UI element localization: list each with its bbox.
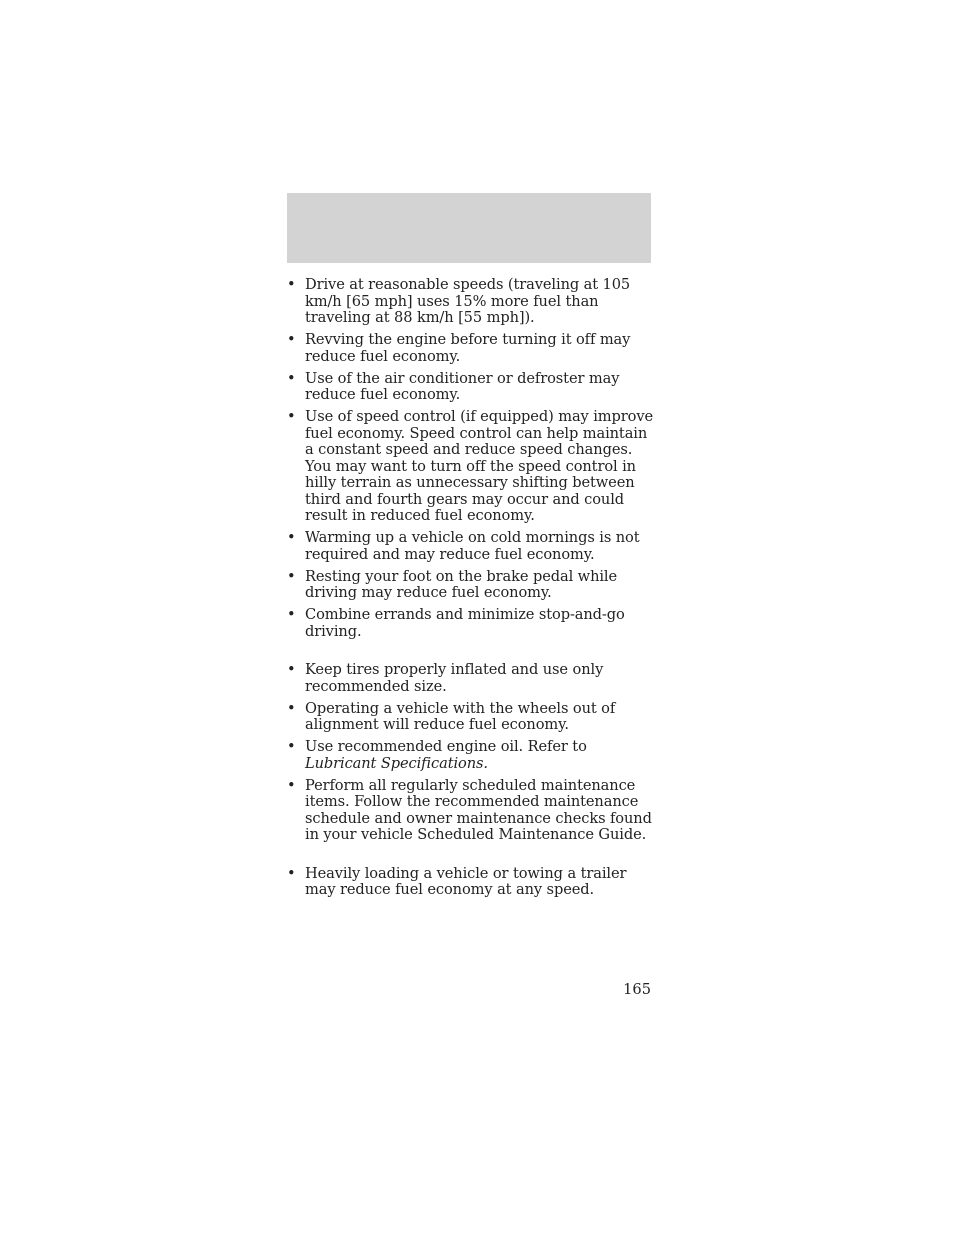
list-item xyxy=(287,662,657,695)
list-item-text: Use of the air conditioner or defroster may reduce fuel economy. xyxy=(305,369,620,403)
bullet-icon: • xyxy=(287,776,296,794)
bullet-icon: • xyxy=(287,369,296,387)
bullet-icon: • xyxy=(287,567,296,585)
page-number: 165 xyxy=(623,981,651,998)
page-content xyxy=(287,277,657,904)
list-item-text: Operating a vehicle with the wheels out of alignment will reduce fuel economy. xyxy=(305,699,616,733)
reference-period: . xyxy=(483,754,488,772)
list-item xyxy=(287,569,657,602)
bullet-icon: • xyxy=(287,699,296,717)
bullet-icon: • xyxy=(287,738,296,755)
bullet-icon: • xyxy=(287,661,296,678)
list-item xyxy=(287,778,657,844)
list-item xyxy=(287,607,657,640)
list-item xyxy=(287,866,657,899)
list-item-text: Drive at reasonable speeds (traveling at 105 km/h [65 mph] uses 15% more fuel than traveling at 88 km/h [55 mph]). xyxy=(305,276,631,326)
list-item xyxy=(287,332,657,365)
bullet-icon: • xyxy=(287,331,296,348)
list-item-text: Resting your foot on the brake pedal while driving may reduce fuel economy. xyxy=(305,567,618,601)
bullet-icon: • xyxy=(287,408,296,425)
maintenance-list xyxy=(287,662,657,844)
list-item-text: Use of speed control (if equipped) may improve fuel economy. Speed control can help maintain a constant speed and reduce speed changes. You may want to turn off the speed control in hilly terrain as unnecessary shifting between third and fourth gears may occur and could result in reduced fuel economy. xyxy=(305,408,654,524)
list-item xyxy=(287,371,657,404)
list-item xyxy=(287,409,657,525)
list-item xyxy=(287,739,657,772)
loading-list xyxy=(287,866,657,899)
list-item xyxy=(287,277,657,327)
list-item-text: Keep tires properly inflated and use only recommended size. xyxy=(305,661,604,695)
list-item xyxy=(287,701,657,734)
driving-habits-list xyxy=(287,277,657,640)
lubricant-specifications-reference: Lubricant Specifications xyxy=(305,754,484,772)
bullet-icon: • xyxy=(287,606,296,623)
list-item-text: Combine errands and minimize stop-and-go driving. xyxy=(305,606,625,640)
list-item-text: Heavily loading a vehicle or towing a trailer may reduce fuel economy at any speed. xyxy=(305,864,627,898)
list-item-text: Revving the engine before turning it off may reduce fuel economy. xyxy=(305,331,631,365)
section-header-bar xyxy=(287,193,651,263)
bullet-icon: • xyxy=(287,276,296,293)
list-item-text: Warming up a vehicle on cold mornings is not required and may reduce fuel economy. xyxy=(305,529,640,563)
bullet-icon: • xyxy=(287,529,296,546)
list-item xyxy=(287,530,657,563)
list-item-text: Perform all regularly scheduled maintenance items. Follow the recommended maintenance schedule and owner maintenance checks found in your vehicle Scheduled Maintenance Guide. xyxy=(305,776,652,843)
list-item-text: Use recommended engine oil. Refer to xyxy=(305,738,587,755)
bullet-icon: • xyxy=(287,864,296,882)
